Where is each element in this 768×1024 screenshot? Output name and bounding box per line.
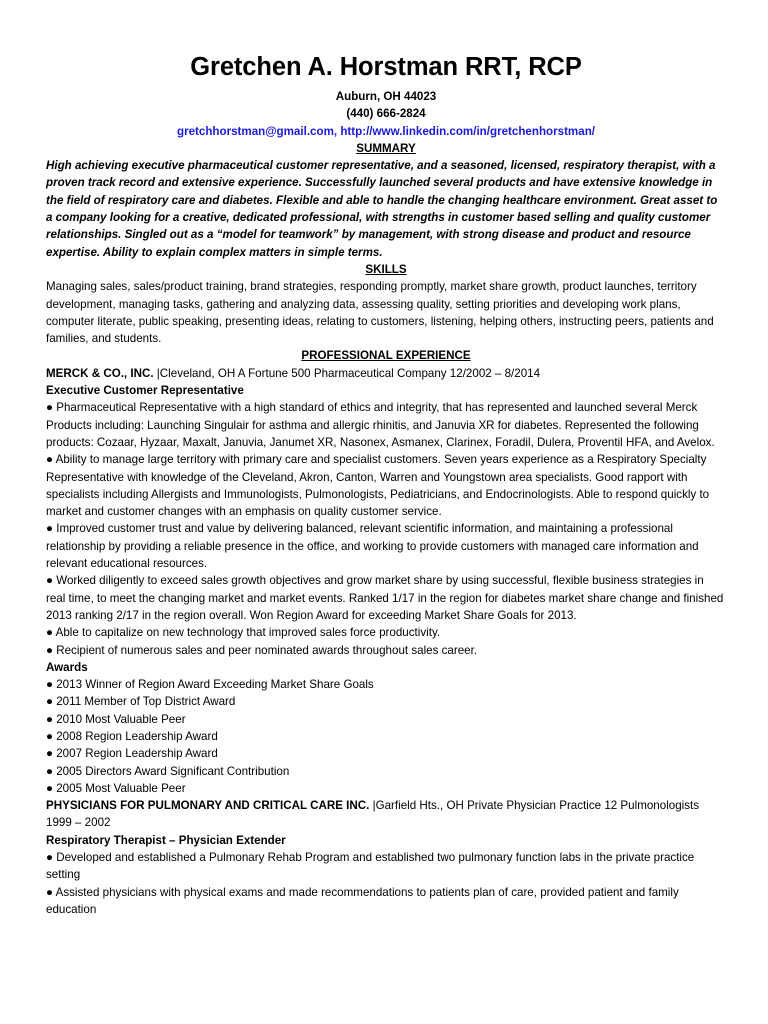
- email-link[interactable]: gretchhorstman@gmail.com: [176, 124, 334, 138]
- candidate-name: Gretchen A. Horstman RRT, RCP: [190, 53, 582, 81]
- summary-heading: SUMMARY: [356, 141, 416, 155]
- job-bullet: ● Ability to manage large territory with primary care and specialist customers. Seven years experience as a Respiratory Specialty Representative with knowledge of the Cleveland, Akron, Canton, Warren and Youngstown area specialists. Good rapport with specialists including Allergists and Immunologists, Pulmonologists, Pediatricians, and Endocrinologists. Able to respond quickly to market and customer changes with an emphasis on quality customer service.: [46, 453, 710, 519]
- job-title: Executive Customer Representative: [46, 384, 244, 398]
- phone: (440) 666-2824: [346, 107, 426, 121]
- award-item: ● 2005 Directors Award Significant Contribution: [46, 764, 290, 778]
- job-bullet: ● Assisted physicians with physical exams and made recommendations to patients plan of care, provided patient and family education: [46, 885, 679, 916]
- contact-separator: ,: [333, 124, 341, 138]
- address: Auburn, OH 44023: [335, 90, 437, 103]
- job-bullet: ● Developed and established a Pulmonary Rehab Program and established two pulmonary function labs in the private practice setting: [46, 851, 695, 882]
- linkedin-link[interactable]: http://www.linkedin.com/in/gretchenhorstman/: [340, 124, 595, 138]
- company-name: PHYSICIANS FOR PULMONARY AND CRITICAL CARE INC.: [46, 799, 370, 813]
- award-item: ● 2005 Most Valuable Peer: [46, 781, 186, 795]
- job-details: |Cleveland, OH A Fortune 500 Pharmaceutical Company 12/2002 – 8/2014: [153, 366, 541, 380]
- contact-links: [46, 123, 726, 140]
- job-bullet: ● Recipient of numerous sales and peer nominated awards throughout sales career.: [46, 643, 478, 657]
- summary-text: High achieving executive pharmaceutical customer representative, and a seasoned, licensed, respiratory therapist, with a proven track record and extensive experience. Successfully launched several products and have extensive knowledge in the field of respiratory care and diabetes. Flexible and able to handle the changing healthcare environment. Great asset to a company looking for a creative, dedicated professional, with strengths in customer based selling and quality customer relationships. Singled out as a “model for teamwork” by management, with strong disease and product and resource expertise. Ability to explain complex matters in simple terms.: [46, 159, 718, 259]
- award-item: ● 2011 Member of Top District Award: [46, 695, 236, 709]
- job-bullet: ● Worked diligently to exceed sales growth objectives and grow market share by using successful, flexible business strategies in real time, to meet the changing market and market events. Ranked 1/17 in the region for diabetes market share change and finished 2013 ranking 2/17 in the region overall. Won Region Award for exceeding Market Share Goals for 2013.: [46, 574, 724, 622]
- job-title: Respiratory Therapist – Physician Extender: [46, 833, 286, 847]
- award-item: ● 2007 Region Leadership Award: [46, 747, 218, 761]
- experience-heading: PROFESSIONAL EXPERIENCE: [301, 349, 471, 363]
- job-bullet: ● Able to capitalize on new technology that improved sales force productivity.: [46, 626, 441, 640]
- award-item: ● 2013 Winner of Region Award Exceeding Market Share Goals: [46, 678, 374, 692]
- award-item: ● 2008 Region Leadership Award: [46, 729, 218, 743]
- resume-body: [46, 52, 726, 918]
- skills-heading: SKILLS: [365, 262, 407, 276]
- job-bullet: ● Improved customer trust and value by delivering balanced, relevant scientific information, and maintaining a professional relationship by providing a reliable presence in the office, and working to provide customers with managed care information and relevant educational resources.: [46, 522, 699, 571]
- award-item: ● 2010 Most Valuable Peer: [46, 712, 186, 726]
- company-name: MERCK & CO., INC.: [46, 366, 154, 380]
- job-details: |Garfield Hts., OH Private Physician Practice 12 Pulmonologists 1999 – 2002: [46, 799, 700, 830]
- job-physicians: [46, 797, 726, 918]
- skills-text: Managing sales, sales/product training, brand strategies, responding promptly, market share growth, product launches, territory development, managing tasks, gathering and analyzing data, assessing quality, setting priorities and developing work plans, computer literate, public speaking, presenting ideas, relating to customers, listening, helping others, instructing peers, patients and families, and students.: [46, 280, 714, 346]
- job-header: [46, 797, 726, 832]
- job-header: [46, 365, 726, 382]
- job-bullet: ● Pharmaceutical Representative with a high standard of ethics and integrity, that has represented and launched several Merck Products including: Launching Singulair for asthma and allergic rhinitis, and Januvia XR for diabetes. Represented the following products: Cozaar, Hyzaar, Maxalt, Januvia, Janumet XR, Nasonex, Asmanex, Clarinex, Foradil, Dulera, Proventil HFA, and Avelox.: [46, 401, 715, 449]
- awards-heading: Awards: [46, 660, 88, 674]
- job-merck: [46, 365, 726, 797]
